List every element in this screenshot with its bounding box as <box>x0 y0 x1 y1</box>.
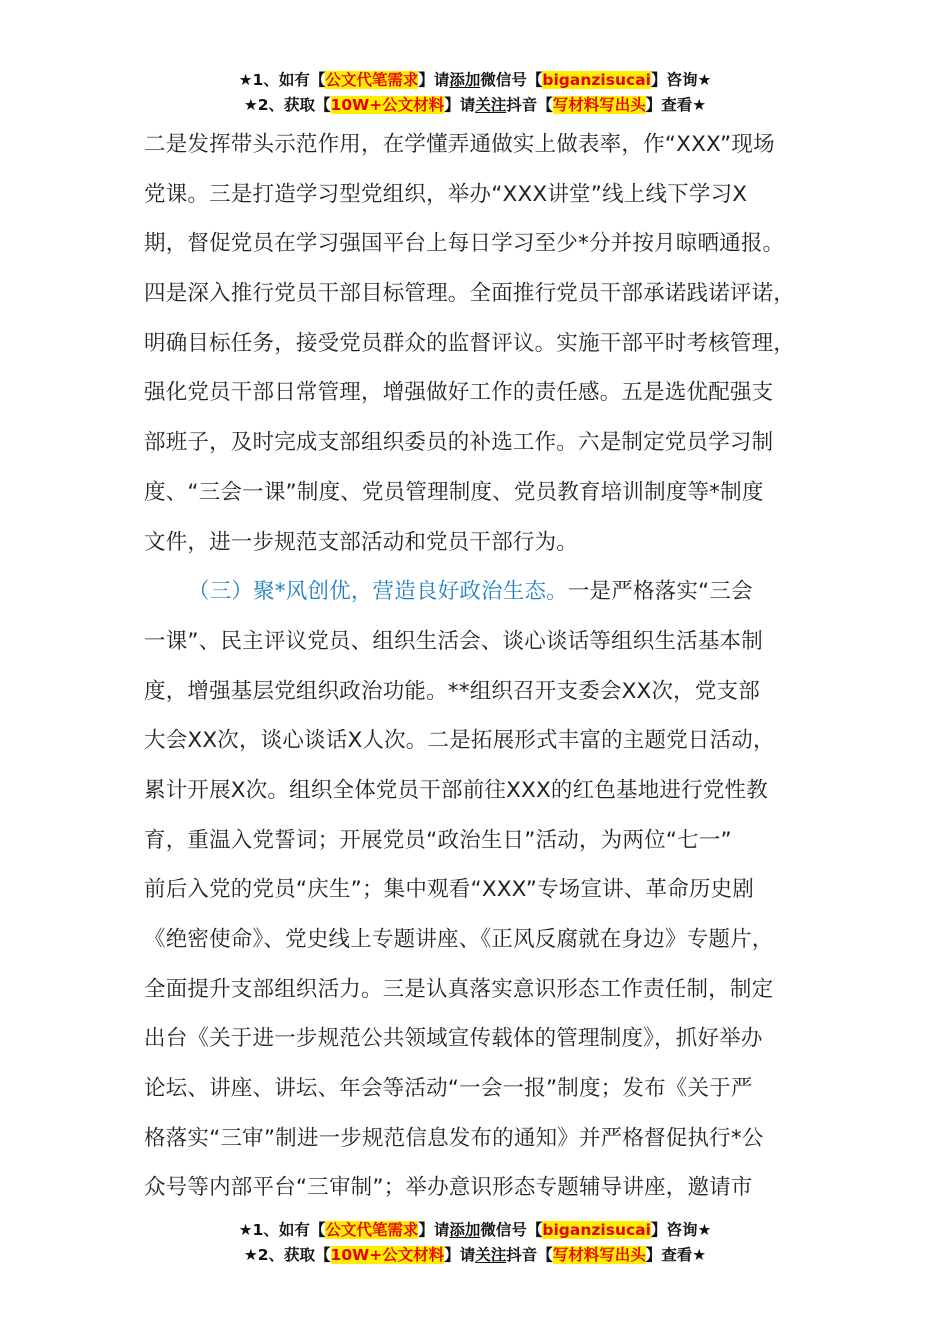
banner-text: 】请 <box>418 1221 450 1239</box>
wechat-id-highlight: biganzisucai <box>542 71 651 89</box>
banner-line-2 <box>0 1243 950 1268</box>
paragraph-line: 期，督促党员在学习强国平台上每日学习至少*分并按月晾晒通报。 <box>144 231 785 257</box>
paragraph-line: 强化党员干部日常管理，增强做好工作的责任感。五是选优配强支 <box>144 380 774 406</box>
paragraph-line: 明确目标任务，接受党员群众的监督评议。实施干部平时考核管理， <box>144 330 796 356</box>
paragraph-line: 四是深入推行党员干部目标管理。全面推行党员干部承诺践诺评诺， <box>144 281 796 307</box>
paragraph-line: 众号等内部平台“三审制”；举办意识形态专题辅导讲座，邀请市 <box>144 1175 753 1201</box>
banner-text: 】查看★ <box>645 1246 707 1264</box>
paragraph-line: 出台《关于进一步规范公共领域宣传载体的管理制度》，抓好举办 <box>144 1026 763 1052</box>
banner-text: 】请 <box>444 1246 476 1264</box>
paragraph-line: 二是发挥带头示范作用，在学懂弄通做实上做表率，作“XXX”现场 <box>144 132 775 157</box>
banner-text: ★2、获取【 <box>243 96 331 114</box>
paragraph-line: 累计开展X次。组织全体党员干部前往XXX的红色基地进行党性教 <box>144 777 768 803</box>
banner-text: 】查看★ <box>645 96 707 114</box>
paragraph-line: 度，增强基层党组织政治功能。**组织召开支委会XX次，党支部 <box>144 678 760 704</box>
banner-text: 微信号【 <box>480 1221 543 1239</box>
banner-text: 抖音【 <box>506 1246 553 1264</box>
paragraph-line: 前后入党的党员“庆生”；集中观看“XXX”专场宣讲、革命历史剧 <box>144 877 755 903</box>
paragraph-line: 一课”、民主评议党员、组织生活会、谈心谈话等组织生活基本制 <box>144 628 763 654</box>
banner-text: ★1、如有【 <box>238 1221 326 1239</box>
paragraph-line: 《绝密使命》、党史线上专题讲座、《正风反腐就在身边》专题片， <box>144 927 774 952</box>
highlight-label: 10W+公文材料 <box>330 1246 445 1264</box>
paragraph-line: 全面提升支部组织活力。三是认真落实意识形态工作责任制，制定 <box>144 976 774 1002</box>
paragraph-line: 度、“三会一课”制度、党员管理制度、党员教育培训制度等*制度 <box>144 479 764 505</box>
douyin-id-highlight: 写材料写出头 <box>552 1246 646 1264</box>
paragraph-line: 格落实“三审”制进一步规范信息发布的通知》并严格督促执行*公 <box>144 1125 764 1151</box>
banner-line-1 <box>0 68 950 93</box>
underlined-label: 添加 <box>449 1221 481 1239</box>
banner-line-2 <box>0 93 950 118</box>
paragraph-line: 论坛、讲座、讲坛、年会等活动“一会一报”制度；发布《关于严 <box>144 1076 753 1102</box>
banner-text: 】请 <box>418 71 450 89</box>
paragraph-line: 党课。三是打造学习型党组织，举办“XXX讲堂”线上线下学习X <box>144 181 748 207</box>
banner-text: ★1、如有【 <box>238 71 326 89</box>
paragraph-line: 文件，进一步规范支部活动和党员干部行为。 <box>144 529 579 555</box>
banner-text: 】咨询★ <box>650 1221 712 1239</box>
paragraph-line: 部班子，及时完成支部组织委员的补选工作。六是制定党员学习制 <box>144 430 774 456</box>
header-banner <box>0 68 950 118</box>
section-first-line <box>144 567 814 617</box>
underlined-label: 添加 <box>449 71 481 89</box>
section-heading: （三）聚*风创优，营造良好政治生态。 <box>188 579 568 605</box>
banner-text: 】请 <box>444 96 476 114</box>
douyin-id-highlight: 写材料写出头 <box>552 96 646 114</box>
wechat-id-highlight: biganzisucai <box>542 1221 651 1239</box>
banner-text: ★2、获取【 <box>243 1246 331 1264</box>
paragraph-line: 大会XX次，谈心谈话X人次。二是拓展形式丰富的主题党日活动， <box>144 728 775 754</box>
highlight-label: 10W+公文材料 <box>330 96 445 114</box>
footer-banner <box>0 1218 950 1268</box>
document-body <box>144 120 814 1213</box>
underlined-label: 关注 <box>475 1246 507 1264</box>
paragraph-text: 一是严格落实“三会 <box>567 579 753 605</box>
highlight-label: 公文代笔需求 <box>325 71 419 89</box>
underlined-label: 关注 <box>475 96 507 114</box>
highlight-label: 公文代笔需求 <box>325 1221 419 1239</box>
banner-line-1 <box>0 1218 950 1243</box>
paragraph-line: 育，重温入党誓词；开展党员“政治生日”活动，为两位“七一” <box>144 827 732 853</box>
banner-text: 微信号【 <box>480 71 543 89</box>
banner-text: 】咨询★ <box>650 71 712 89</box>
banner-text: 抖音【 <box>506 96 553 114</box>
